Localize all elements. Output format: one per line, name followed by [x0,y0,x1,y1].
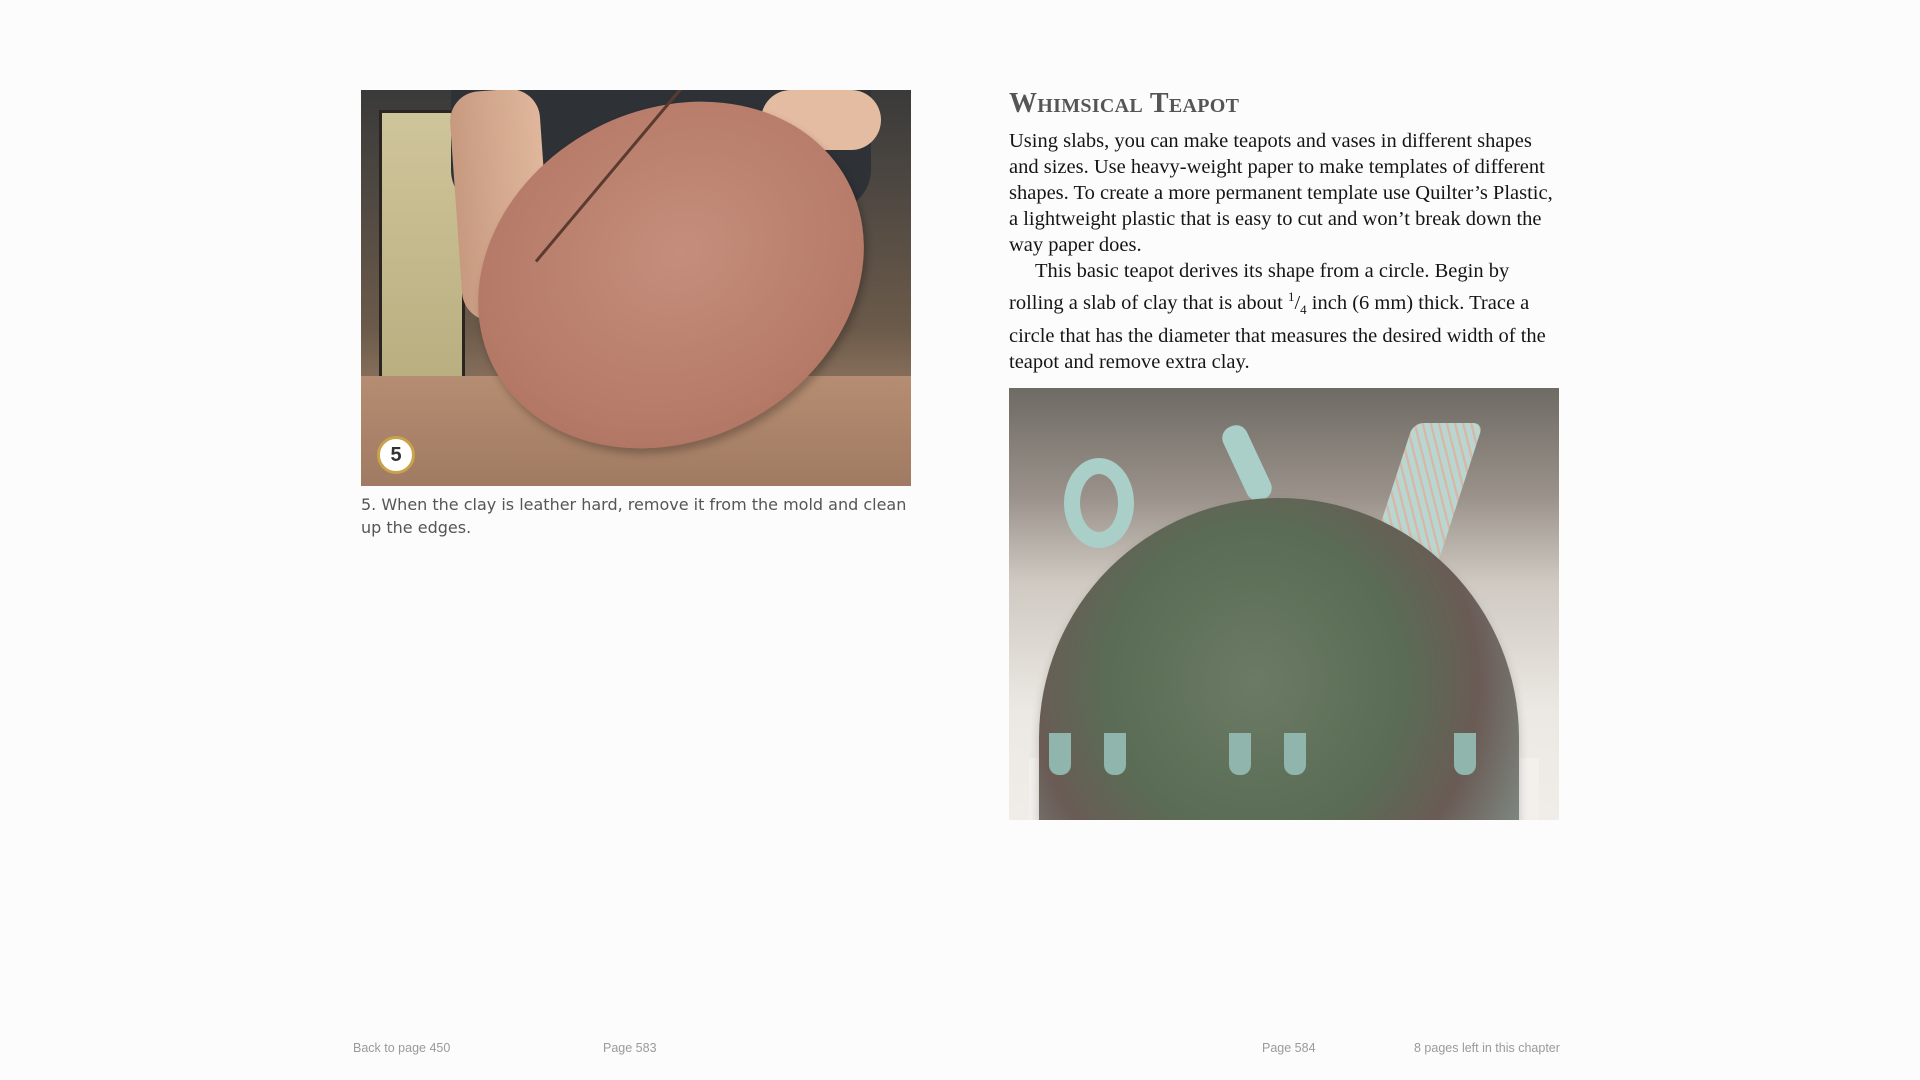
paragraph-1: Using slabs, you can make teapots and vases in different shapes and sizes. Use heavy-weight paper to make templates of different shapes. To create a more permanent template use Quilter’s Plastic, a lightweight plastic that is easy to cut and won’t break down the way paper does. [1009,130,1553,256]
paragraph-2-start: This basic teapot derives its shape from a circle. Begin by rolling a slab of clay that is about [1009,260,1510,314]
teapot-photo [1009,388,1559,820]
paragraph-2: This basic teapot derives its shape from a circle. Begin by rolling a slab of clay that is about $^1/_4$ inch (6 mm) thick. Trace a circle that has the diameter that measures the desired width of the teapot and remove extra clay. [1009,260,1546,373]
teapot-leg [1104,733,1126,775]
teapot-leg [1284,733,1306,775]
photo-caption: 5. When the clay is leather hard, remove it from the mold and clean up the edges. [361,495,907,537]
teapot-leg [1229,733,1251,775]
fraction-denominator: 4 [1300,301,1307,317]
teapot-handle [1064,458,1134,548]
right-page-number: Page 584 [1262,1041,1316,1055]
back-to-page-link[interactable]: Back to page 450 [353,1041,451,1055]
step-number-badge: 5 [377,436,415,474]
clay-plate-photo [361,90,911,486]
pages-left-in-chapter: 8 pages left in this chapter [1414,1041,1560,1055]
section-heading: Whimsical Teapot [1009,88,1240,119]
fraction-numerator: 1 [1287,289,1295,304]
left-page-number: Page 583 [603,1041,657,1055]
teapot-lid-knob [1218,421,1275,504]
body-text [1009,128,1561,375]
teapot-leg [1049,733,1071,775]
paragraph-2-end: inch (6 mm) thick. Trace a circle that has the diameter that measures the desired width of the teapot and remove extra clay. [1009,291,1546,373]
teapot-leg [1454,733,1476,775]
